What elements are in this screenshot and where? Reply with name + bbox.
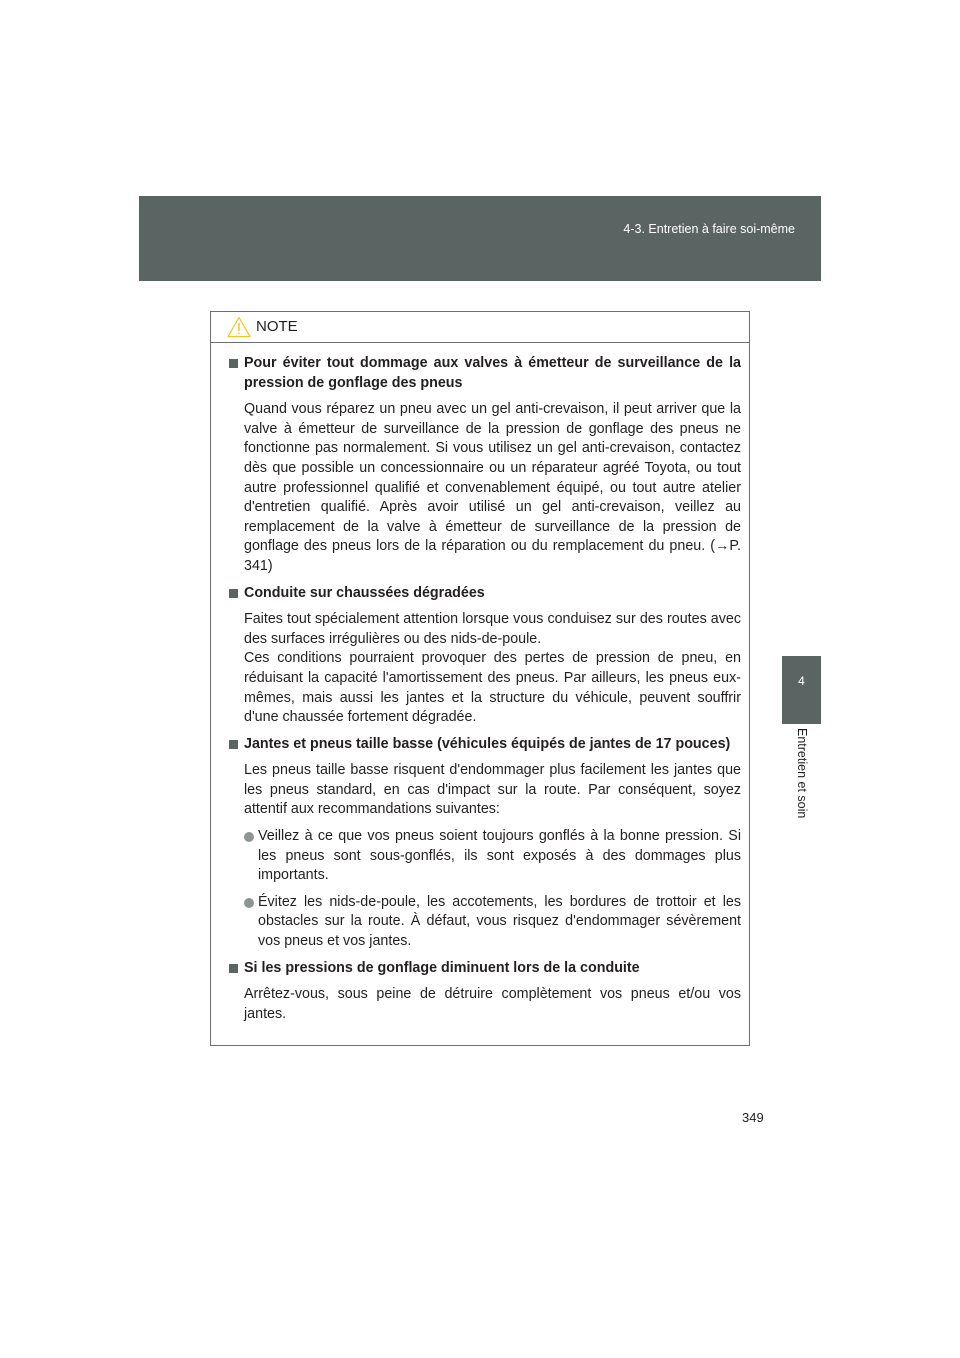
circle-bullet-icon — [244, 898, 254, 908]
note-box — [210, 311, 750, 1046]
note-title: NOTE — [256, 318, 298, 335]
page-number: 349 — [742, 1110, 764, 1125]
note-body — [211, 343, 749, 1031]
circle-bullet-icon — [244, 832, 254, 842]
section-heading: Pour éviter tout dommage aux valves à émetteur de surveillance de la pression de gonflage des pneus — [229, 354, 741, 393]
square-bullet-icon — [229, 589, 238, 598]
square-bullet-icon — [229, 740, 238, 749]
section-heading: Si les pressions de gonflage diminuent lors de la conduite — [229, 959, 741, 979]
chapter-header — [139, 196, 821, 281]
chapter-tab — [782, 656, 821, 724]
section-heading: Conduite sur chaussées dégradées — [229, 584, 741, 604]
chapter-number: 4 — [798, 674, 805, 688]
chapter-title: 4-3. Entretien à faire soi-même — [623, 222, 795, 236]
square-bullet-icon — [229, 359, 238, 368]
square-bullet-icon — [229, 964, 238, 973]
section-paragraph: Arrêtez-vous, sous peine de détruire complètement vos pneus et/ou vos jantes. — [244, 986, 741, 1022]
chapter-side-label — [782, 728, 821, 848]
warning-triangle-icon — [227, 316, 251, 338]
list-item: Veillez à ce que vos pneus soient toujours gonflés à la bonne pression. Si les pneus sont sous-gonflés, ils sont exposés à des dommages plus importants. — [244, 827, 741, 886]
section-heading: Jantes et pneus taille basse (véhicules équipés de jantes de 17 pouces) — [229, 735, 741, 755]
list-item: Évitez les nids-de-poule, les accotements, les bordures de trottoir et les obstacles sur la route. À défaut, vous risquez d'endommager sévèrement vos pneus et vos jantes. — [244, 893, 741, 952]
note-header — [211, 312, 749, 343]
section-paragraph: Quand vous réparez un pneu avec un gel anti-crevaison, il peut arriver que la valve à émetteur de surveillance de la pression de gonflage des pneus ne fonctionne pas normalement. Si vous utilisez un gel anti-crevaison, contactez dès que possible un concessionnaire ou un réparateur agréé Toyota, ou tout autre professionnel qualifié et convenablement équipé, ou tout autre atelier d'entretien qualifié. Après avoir utilisé un gel anti-crevaison, veillez au remplacement de la valve à émetteur de surveillance de la pression de gonflage des pneus lors de la réparation ou du remplacement du pneu. (→P. 341) — [244, 401, 741, 574]
section-paragraph: Faites tout spécialement attention lorsque vous conduisez sur des routes avec des surfaces irrégulières ou des nids-de-poule. Ces conditions pourraient provoquer des pertes de pression de pneu, en réduisant la capacité l'amortissement des pneus. Par ailleurs, les pneus eux-mêmes, mais aussi les jantes et la structure du véhicule, peuvent souffrir d'une chaussée fortement dégradée. — [244, 611, 741, 726]
section-paragraph: Les pneus taille basse risquent d'endommager plus facilement les jantes que les pneus standard, en cas d'impact sur la route. Par conséquent, soyez attentif aux recommandations suivantes: — [244, 762, 741, 818]
chapter-side-label-text: Entretien et soin — [794, 728, 809, 819]
